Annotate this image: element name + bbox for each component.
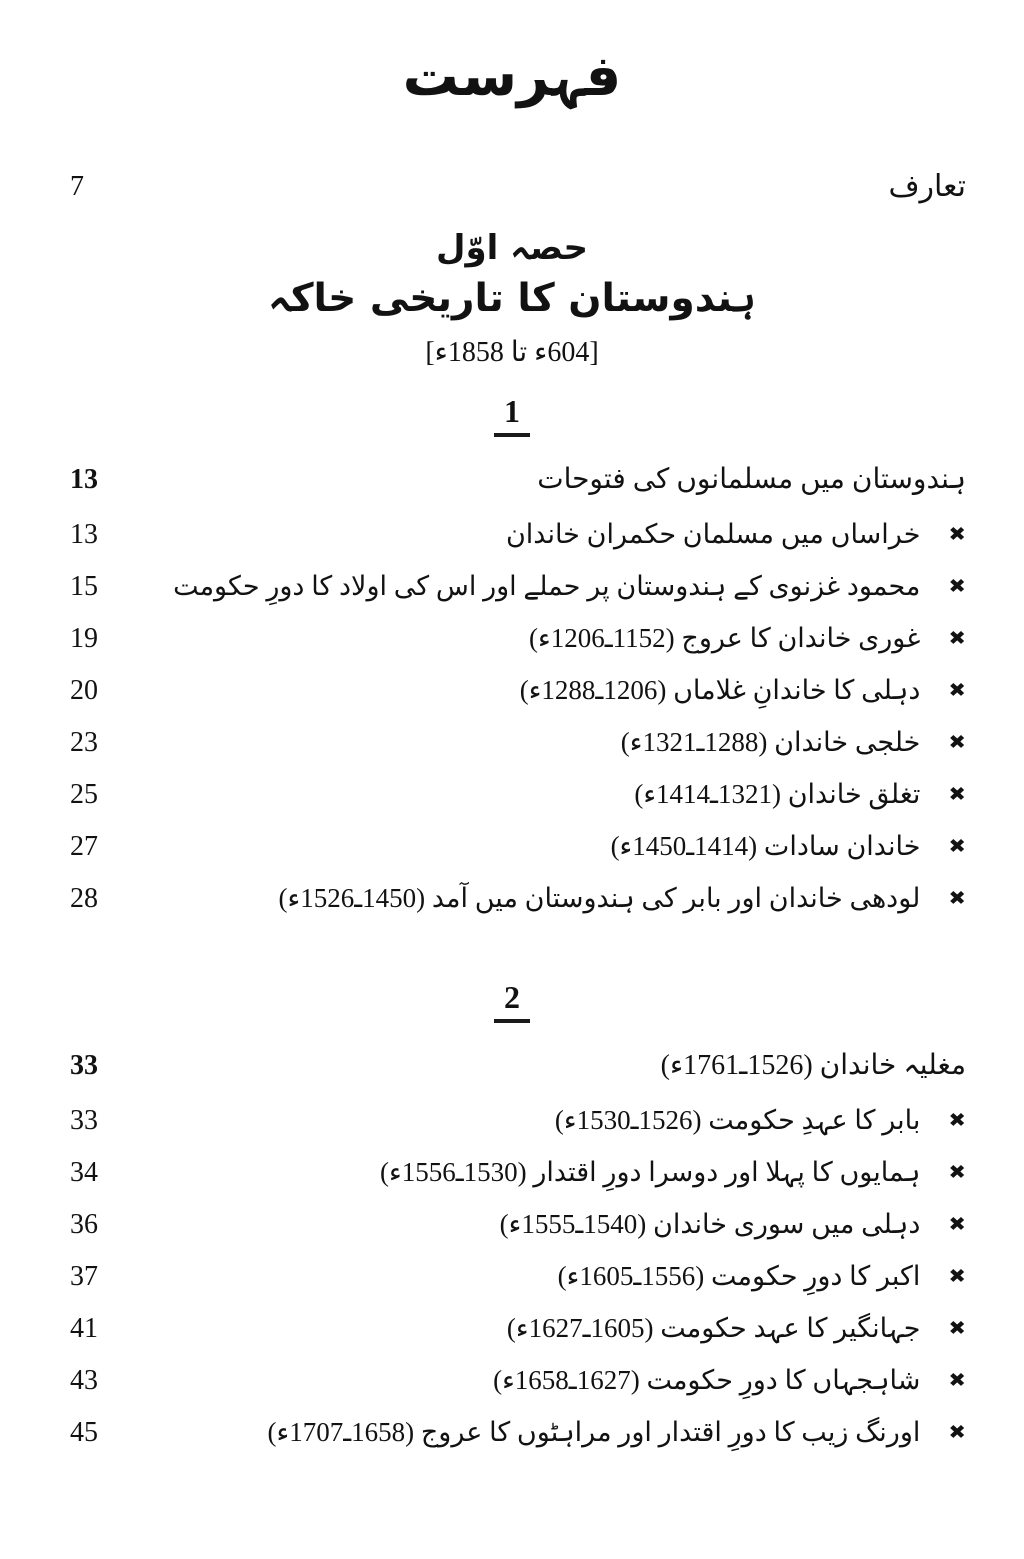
toc-entry-body: [507, 1309, 966, 1348]
toc-entry-body: [500, 1205, 966, 1244]
toc-main-entry-title: مغلیہ خاندان (1526ـ1761ء): [660, 1049, 966, 1081]
toc-entry-title: محمود غزنوی کے ہندوستان پر حملے اور اس کی اولاد کا دورِ حکومت: [173, 571, 921, 602]
toc-entry-title: اورنگ زیب کا دورِ اقتدار اور مراہٹوں کا عروج (1658ـ1707ء): [267, 1417, 921, 1448]
toc-entry-page: 41: [70, 1313, 98, 1344]
toc-entry-body: [558, 1257, 966, 1296]
x-bullet-icon: ✖: [948, 887, 966, 910]
x-bullet-icon: ✖: [948, 1109, 966, 1132]
part-heading-years: [604ء تا 1858ء]: [425, 337, 599, 368]
toc-entry-title: خاندان سادات (1414ـ1450ء): [610, 831, 921, 862]
section-1-number: 1: [494, 393, 530, 437]
toc-entry: [0, 1407, 1024, 1459]
intro-row: [0, 161, 1024, 213]
toc-entry-page: 27: [70, 831, 98, 862]
x-bullet-icon: ✖: [948, 523, 966, 546]
toc-entry-page: 23: [70, 727, 98, 758]
toc-entry-body: [520, 671, 966, 710]
intro-label: تعارف: [888, 170, 966, 204]
toc-main-entry-title: ہندوستان میں مسلمانوں کی فتوحات: [537, 463, 966, 495]
toc-entry: [0, 1095, 1024, 1147]
toc-entry-page: 25: [70, 779, 98, 810]
x-bullet-icon: ✖: [948, 1265, 966, 1288]
toc-entry: [0, 1303, 1024, 1355]
toc-entry: [0, 509, 1024, 561]
toc-entry-title: ہمایوں کا پہلا اور دوسرا دورِ اقتدار (1530ـ1556ء): [380, 1157, 921, 1188]
toc-entry-body: [634, 775, 966, 814]
part-heading-line1: حصہ اوّل: [435, 228, 589, 268]
toc-main-entry-page: 33: [70, 1050, 98, 1081]
toc-entry: [0, 665, 1024, 717]
toc-entry-page: 20: [70, 675, 98, 706]
toc-entry-title: خراساں میں مسلمان حکمران خاندان: [505, 519, 921, 550]
toc-entry-body: [380, 1153, 966, 1192]
toc-entry-page: 37: [70, 1261, 98, 1292]
part-heading-line2: ہندوستان کا تاریخی خاکہ: [267, 276, 757, 321]
toc-entry: [0, 1251, 1024, 1303]
toc-entry-title: شاہجہاں کا دورِ حکومت (1627ـ1658ء): [493, 1365, 921, 1396]
toc-entry-page: 36: [70, 1209, 98, 1240]
toc-main-entry-body: [661, 1046, 966, 1087]
toc-entry-title: خلجی خاندان (1288ـ1321ء): [620, 727, 921, 758]
toc-main-entry: [0, 1037, 1024, 1095]
toc-entry-body: [493, 1361, 966, 1400]
page-title: فہرست: [402, 44, 622, 109]
toc-entry-title: جہانگیر کا عہد حکومت (1605ـ1627ء): [506, 1313, 921, 1344]
toc-main-entry-body: [537, 460, 966, 501]
toc-entry-page: 34: [70, 1157, 98, 1188]
toc-entry: [0, 1147, 1024, 1199]
toc-entry-page: 45: [70, 1417, 98, 1448]
toc-entry-body: [621, 723, 966, 762]
toc-entry-page: 19: [70, 623, 98, 654]
toc-entry-body: [506, 515, 966, 554]
toc-entry-body: [268, 1413, 966, 1452]
section-2-heading: [0, 979, 1024, 1023]
toc-entry: [0, 769, 1024, 821]
toc-entry-body: [555, 1101, 966, 1140]
toc-entry-page: 33: [70, 1105, 98, 1136]
x-bullet-icon: ✖: [948, 1369, 966, 1392]
x-bullet-icon: ✖: [948, 731, 966, 754]
toc-entry-page: 15: [70, 571, 98, 602]
x-bullet-icon: ✖: [948, 783, 966, 806]
x-bullet-icon: ✖: [948, 1317, 966, 1340]
toc-entry-title: دہلی میں سوری خاندان (1540ـ1555ء): [499, 1209, 921, 1240]
toc-entry: [0, 717, 1024, 769]
section-1-heading: [0, 393, 1024, 437]
intro-entry: [888, 165, 966, 209]
toc-main-entry-page: 13: [70, 464, 98, 495]
section-2-number: 2: [494, 979, 530, 1023]
intro-page-number: 7: [70, 171, 84, 202]
x-bullet-icon: ✖: [948, 1213, 966, 1236]
toc-entry-title: اکبر کا دورِ حکومت (1556ـ1605ء): [557, 1261, 921, 1292]
toc-entry-title: لودھی خاندان اور بابر کی ہندوستان میں آمد (1450ـ1526ء): [278, 883, 921, 914]
toc-entry-title: غوری خاندان کا عروج (1152ـ1206ء): [529, 623, 921, 654]
toc-entry-body: [529, 619, 966, 658]
toc-entry: [0, 821, 1024, 873]
toc-entry-title: تغلق خاندان (1321ـ1414ء): [634, 779, 921, 810]
toc-entry-body: [279, 879, 966, 918]
toc-entry-body: [173, 567, 966, 606]
x-bullet-icon: ✖: [948, 1161, 966, 1184]
toc-entry: [0, 1355, 1024, 1407]
toc-entry-title: بابر کا عہدِ حکومت (1526ـ1530ء): [554, 1105, 921, 1136]
toc-entry-body: [611, 827, 966, 866]
toc-entry-page: 43: [70, 1365, 98, 1396]
toc-entry: [0, 561, 1024, 613]
part-heading: [0, 227, 1024, 369]
toc-entry-page: 13: [70, 519, 98, 550]
toc-entry-title: دہلی کا خاندانِ غلاماں (1206ـ1288ء): [519, 675, 921, 706]
x-bullet-icon: ✖: [948, 679, 966, 702]
toc-entry: [0, 1199, 1024, 1251]
x-bullet-icon: ✖: [948, 835, 966, 858]
x-bullet-icon: ✖: [948, 575, 966, 598]
x-bullet-icon: ✖: [948, 627, 966, 650]
x-bullet-icon: ✖: [948, 1421, 966, 1444]
toc-entry-page: 28: [70, 883, 98, 914]
toc-entry: [0, 873, 1024, 925]
toc-entry: [0, 613, 1024, 665]
toc-main-entry: [0, 451, 1024, 509]
